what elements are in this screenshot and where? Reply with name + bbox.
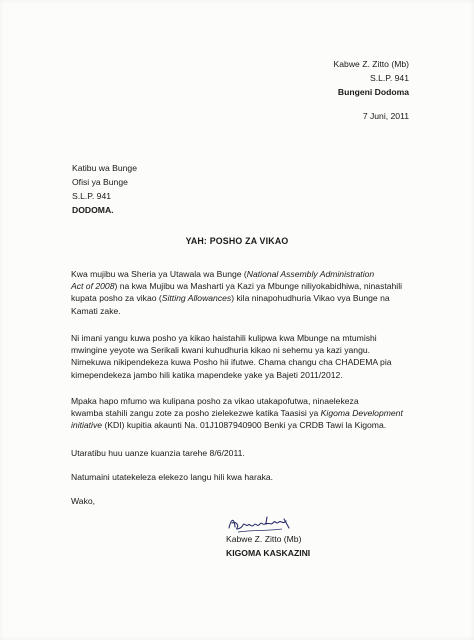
- paragraph-line: [71, 419, 417, 431]
- sender-location: Bungeni Dodoma: [337, 87, 409, 97]
- paragraph-5: Natumaini utatekeleza elekezo langu hili kwa haraka.: [71, 472, 274, 482]
- paragraph-line: kimependekeza jambo hili katika mapendeke yake ya Bajeti 2011/2012.: [71, 369, 343, 380]
- recipient-city: DODOMA.: [72, 205, 114, 215]
- paragraph-line: [71, 280, 417, 292]
- italic-run: initiative: [71, 420, 103, 431]
- paragraph-4: Utaratibu huu uanze kuanzia tarehe 8/6/2011.: [71, 448, 245, 458]
- paragraph-line: mwingine yeyote wa Serikali kwani kuhudhuria kikao ni sehemu ya kazi yangu.: [71, 345, 371, 356]
- text-run: kwamba stahili zangu zote za posho zielekezwe katika Taasisi ya: [71, 408, 321, 419]
- paragraph-2: [71, 332, 417, 381]
- recipient-office: Ofisi ya Bunge: [72, 177, 128, 187]
- sender-name: Kabwe Z. Zitto (Mb): [333, 59, 409, 69]
- text-run: (KDI) kupitia akaunti Na. 01J1087940900 Benki ya CRDB Tawi la Kigoma.: [102, 420, 387, 431]
- signatory-name: Kabwe Z. Zitto (Mb): [226, 534, 302, 544]
- text-run: ) na kwa Mujibu wa Masharti ya Kazi ya Mbunge niliyokabidhiwa, ninastahili: [114, 281, 403, 292]
- paragraph-line: Ni imani yangu kuwa posho ya kikao haistahili kulipwa kwa Mbunge na mtumishi: [71, 333, 377, 343]
- recipient-po-box: S.L.P. 941: [72, 191, 112, 201]
- text-run: Kwa mujibu wa Sheria ya Utawala wa Bunge (: [71, 269, 247, 279]
- italic-run: Act of 2008: [71, 281, 115, 292]
- paragraph-line: Mpaka hapo mfumo wa kulipana posho za vikao utakapofutwa, ninaelekeza: [71, 396, 359, 406]
- paragraph-line: [71, 292, 417, 304]
- letter-subject: YAH: POSHO ZA VIKAO: [185, 236, 289, 246]
- closing-salutation: Wako,: [71, 496, 96, 506]
- italic-run: Sitting Allowances: [161, 293, 232, 304]
- paragraph-line: Kamati zake.: [71, 305, 121, 316]
- paragraph-line: Nimekuwa nikipendekeza kuwa Posho hii ifutwe. Chama changu cha CHADEMA pia: [71, 357, 392, 368]
- paragraph-line: [71, 268, 417, 280]
- paragraph-3: [71, 395, 417, 432]
- paragraph-line: [71, 407, 417, 419]
- letter-date: 7 Juni, 2011: [362, 111, 409, 121]
- recipient-title: Katibu wa Bunge: [72, 163, 137, 173]
- handwritten-signature: [226, 513, 296, 535]
- signatory-constituency: KIGOMA KASKAZINI: [226, 548, 311, 558]
- text-run: ) kila ninapohudhuria Vikao vya Bunge na: [231, 293, 390, 304]
- italic-run: Kigoma Development: [320, 408, 403, 419]
- paragraph-1: [71, 268, 417, 317]
- sender-po-box: S.L.P. 941: [369, 73, 409, 83]
- italic-run: National Assembly Administration: [246, 269, 375, 279]
- text-run: kupata posho za vikao (: [71, 293, 162, 304]
